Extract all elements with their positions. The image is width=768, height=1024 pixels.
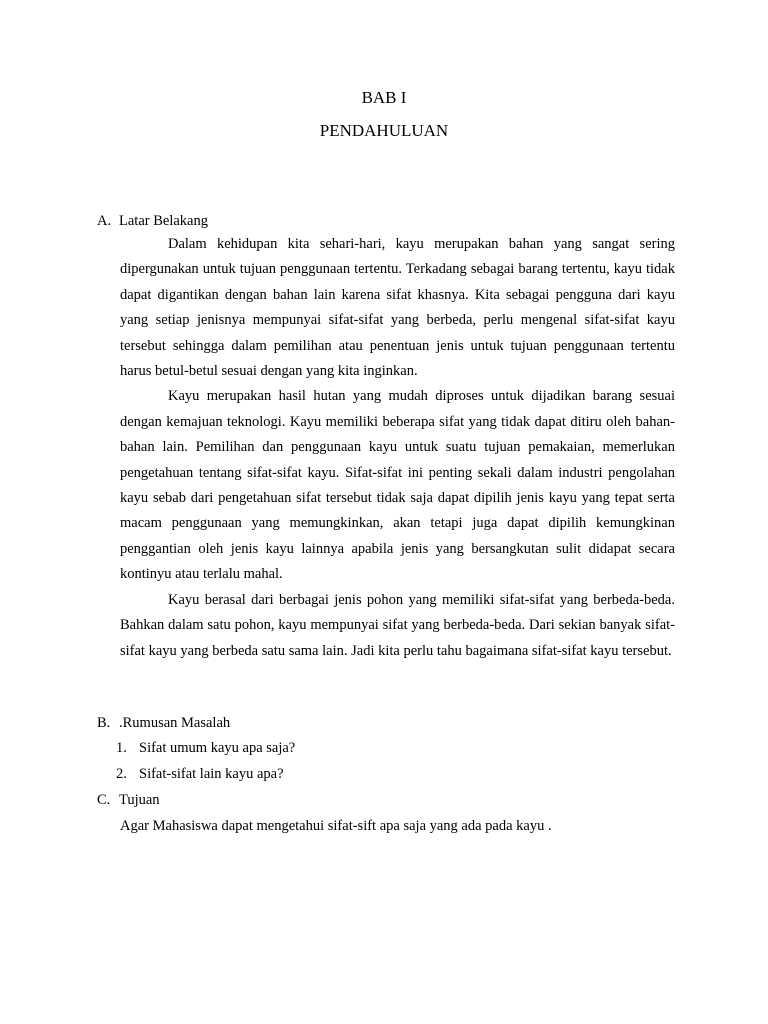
section-c-letter: C.	[97, 792, 111, 808]
section-a-heading	[97, 211, 208, 231]
chapter-title: PENDAHULUAN	[319, 121, 449, 140]
section-b-letter: B.	[97, 715, 111, 731]
list-item-number: 2.	[116, 766, 127, 782]
section-b-title: .Rumusan Masalah	[119, 715, 231, 731]
paragraph: Dalam kehidupan kita sehari-hari, kayu merupakan bahan yang sangat sering dipergunakan untuk tujuan penggunaan tertentu. Terkadang sebagai barang tertentu, kayu tidak dapat digantikan dengan bahan lain karena sifat khasnya. Kita sebagai pengguna dari kayu yang setiap jenisnya mempunyai sifat-sifat yang berbeda, perlu mengenal sifat-sifat kayu tersebut sehingga dalam pemilihan atau penentuan jenis untuk tujuan penggunaan tertentu harus betul-betul sesuai dengan yang kita inginkan.	[120, 236, 675, 380]
section-c-text: Agar Mahasiswa dapat mengetahui sifat-sift apa saja yang ada pada kayu .	[120, 818, 552, 834]
paragraph: Kayu berasal dari berbagai jenis pohon yang memiliki sifat-sifat yang berbeda-beda. Bahkan dalam satu pohon, kayu mempunyai sifat yang berbeda-beda. Dari sekian banyak sifat-sifat kayu yang berbeda satu sama lain. Jadi kita perlu tahu bagaimana sifat-sifat kayu tersebut.	[120, 591, 675, 659]
section-a-title: Latar Belakang	[119, 213, 208, 229]
section-a-letter: A.	[97, 213, 112, 229]
section-c-heading	[97, 790, 160, 810]
paragraph: Kayu merupakan hasil hutan yang mudah diproses untuk dijadikan barang sesuai dengan kemajuan teknologi. Kayu memiliki beberapa sifat yang tidak dapat ditiru oleh bahan-bahan lain. Pemilihan dan penggunaan kayu untuk suatu tujuan pemakaian, memerlukan pengetahuan tentang sifat-sifat kayu. Sifat-sifat ini penting sekali dalam industri pengolahan kayu sebab dari pengetahuan sifat tersebut tidak saja dapat dipilih jenis kayu yang tepat serta macam penggunaan yang memungkinkan, akan tetapi juga dapat dipilih kemungkinan penggantian oleh jenis kayu lainnya apabila jenis yang bersangkutan sulit didapat secara kontinyu atau terlalu mahal.	[120, 388, 675, 583]
section-a-body	[120, 232, 675, 664]
list-item-text: Sifat-sifat lain kayu apa?	[139, 766, 284, 782]
list-item	[116, 738, 295, 758]
chapter-number: BAB I	[361, 88, 407, 107]
section-c-title: Tujuan	[119, 792, 160, 808]
list-item-number: 1.	[116, 740, 127, 756]
list-item	[116, 764, 284, 784]
list-item-text: Sifat umum kayu apa saja?	[139, 740, 296, 756]
section-b-heading	[97, 713, 230, 733]
